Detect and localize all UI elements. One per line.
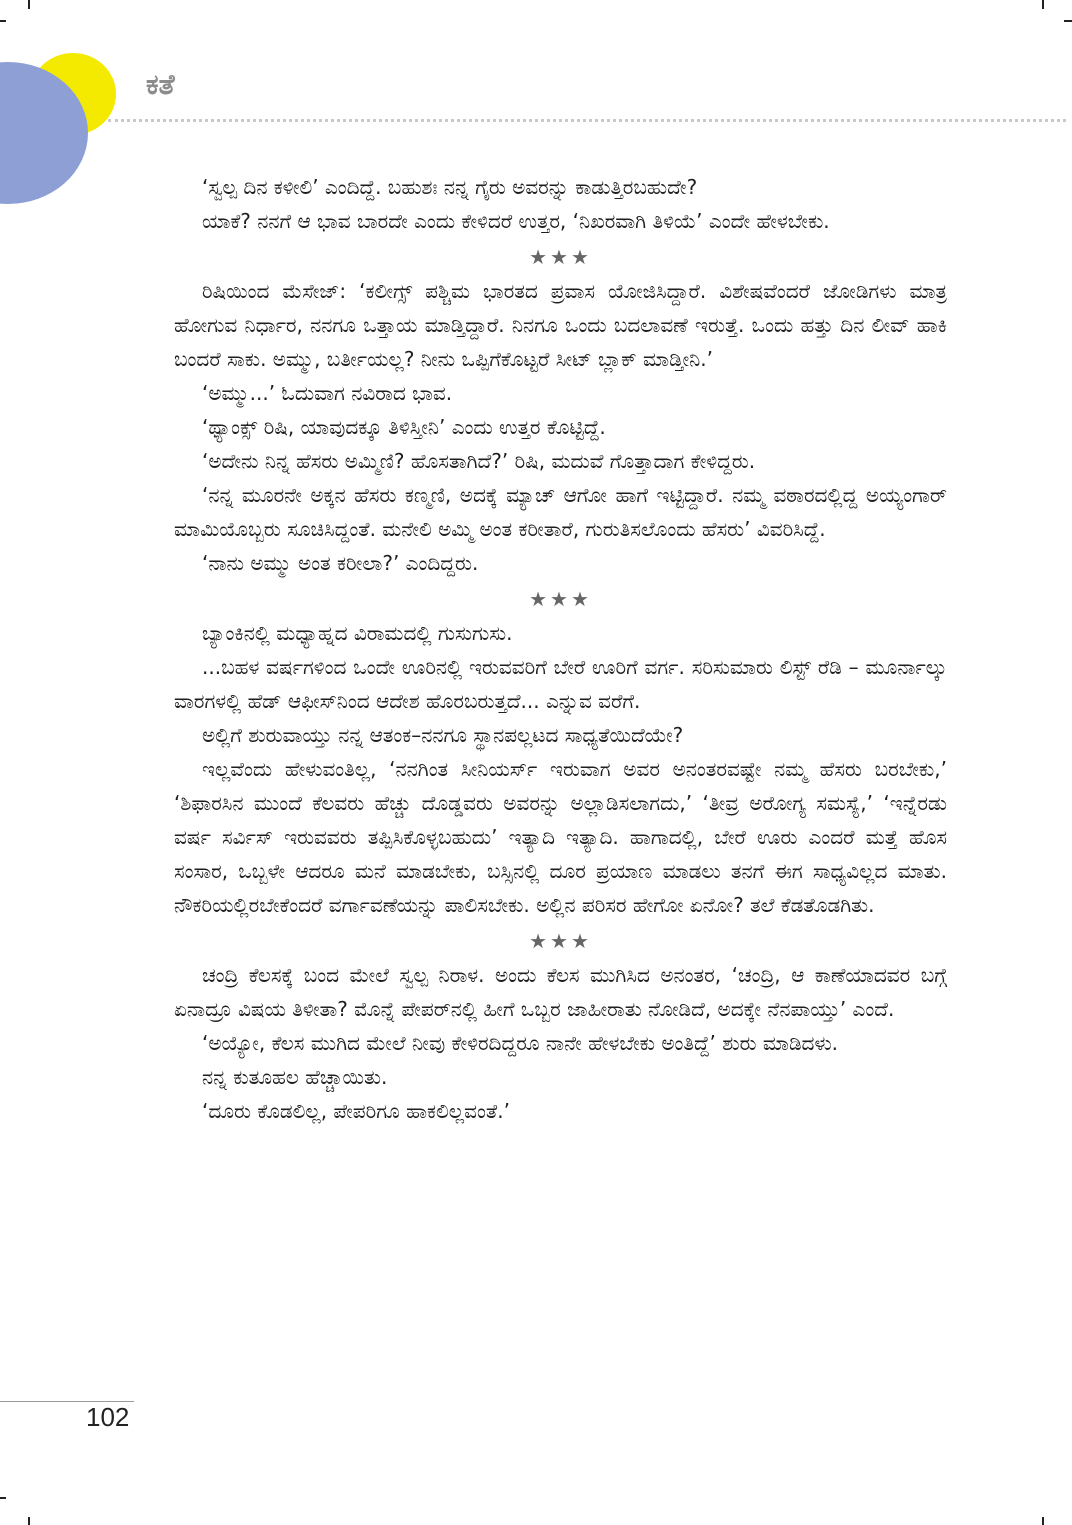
paragraph: ಚಂದ್ರಿ ಕೆಲಸಕ್ಕೆ ಬಂದ ಮೇಲೆ ಸ್ವಲ್ಪ ನಿರಾಳ. ಅಂದು ಕೆಲಸ ಮುಗಿಸಿದ ಅನಂತರ, ‘ಚಂದ್ರಿ, ಆ ಕಾಣೆಯಾದವರ ಬಗ್ಗೆ ಏನಾದ್ರೂ ವಿಷಯ ತಿಳೀತಾ? ಮೊನ್ನೆ ಪೇಪರ್‌ನಲ್ಲಿ ಹೀಗೆ ಒಬ್ಬರ ಜಾಹೀರಾತು ನೋಡಿದೆ, ಅದಕ್ಕೇ ನೆನಪಾಯ್ತು’ ಎಂದೆ. — [174, 963, 947, 1021]
crop-mark — [1064, 20, 1072, 22]
story-body — [174, 170, 947, 1128]
paragraph: ರಿಷಿಯಿಂದ ಮೆಸೇಜ್: ‘ಕಲೀಗ್ಸ್ ಪಶ್ಚಿಮ ಭಾರತದ ಪ್ರವಾಸ ಯೋಜಿಸಿದ್ದಾರೆ. ವಿಶೇಷವೆಂದರೆ ಜೋಡಿಗಳು ಮಾತ್ರ ಹೋಗುವ ನಿರ್ಧಾರ, ನನಗೂ ಒತ್ತಾಯ ಮಾಡ್ತಿದ್ದಾರೆ. ನಿನಗೂ ಒಂದು ಬದಲಾವಣೆ ಇರುತ್ತೆ. ಒಂದು ಹತ್ತು ದಿನ ಲೀವ್ ಹಾಕಿ ಬಂದರೆ ಸಾಕು. ಅಮ್ಮು, ಬರ್ತೀಯಲ್ಲ? ನೀನು ಒಪ್ಪಿಗೆಕೊಟ್ಟರೆ ಸೀಟ್ ಬ್ಲಾಕ್ ಮಾಡ್ತೀನಿ.’ — [174, 279, 947, 371]
paragraph: ‘ಅದೇನು ನಿನ್ನ ಹೆಸರು ಅಮ್ಮಿಣಿ? ಹೊಸತಾಗಿದೆ?’ ರಿಷಿ, ಮದುವೆ ಗೊತ್ತಾದಾಗ ಕೇಳಿದ್ದರು. — [202, 449, 756, 473]
paragraph: ‘ಅಮ್ಮು...’ ಓದುವಾಗ ನವಿರಾದ ಭಾವ. — [202, 381, 453, 405]
paragraph: ‘ಅಯ್ಯೋ, ಕೆಲಸ ಮುಗಿದ ಮೇಲೆ ನೀವು ಕೇಳಿರದಿದ್ದರೂ ನಾನೇ ಹೇಳಬೇಕು ಅಂತಿದ್ದೆ’ ಶುರು ಮಾಡಿದಳು. — [202, 1031, 839, 1055]
section-break-stars: ★★★ — [529, 245, 592, 269]
paragraph: ‘ದೂರು ಕೊಡಲಿಲ್ಲ, ಪೇಪರಿಗೂ ಹಾಕಲಿಲ್ಲವಂತೆ.’ — [202, 1099, 510, 1123]
crop-mark — [28, 0, 30, 9]
crop-mark — [0, 1497, 6, 1499]
crop-mark — [0, 20, 6, 22]
crop-mark — [1042, 1517, 1044, 1525]
paragraph: ‘ನನ್ನ ಮೂರನೇ ಅಕ್ಕನ ಹೆಸರು ಕಣ್ಮಣಿ, ಅದಕ್ಕೆ ಮ್ಯಾಚ್ ಆಗೋ ಹಾಗೆ ಇಟ್ಟಿದ್ದಾರೆ. ನಮ್ಮ ವಠಾರದಲ್ಲಿದ್ದ ಅಯ್ಯಂಗಾರ್ ಮಾಮಿಯೊಬ್ಬರು ಸೂಚಿಸಿದ್ದಂತೆ. ಮನೇಲಿ ಅಮ್ಮಿ ಅಂತ ಕರೀತಾರೆ, ಗುರುತಿಸಲೊಂದು ಹೆಸರು’ ವಿವರಿಸಿದ್ದೆ. — [174, 483, 947, 541]
section-break-stars: ★★★ — [529, 929, 592, 953]
paragraph: ‘ನಾನು ಅಮ್ಮು ಅಂತ ಕರೀಲಾ?’ ಎಂದಿದ್ದರು. — [202, 551, 479, 575]
paragraph: ‘ಥ್ಯಾಂಕ್ಸ್ ರಿಷಿ, ಯಾವುದಕ್ಕೂ ತಿಳಿಸ್ತೀನಿ’ ಎಂದು ಉತ್ತರ ಕೊಟ್ಟಿದ್ದೆ. — [202, 415, 606, 439]
section-break-stars: ★★★ — [529, 587, 592, 611]
crop-mark — [1042, 0, 1044, 9]
paragraph: ...ಬಹಳ ವರ್ಷಗಳಿಂದ ಒಂದೇ ಊರಿನಲ್ಲಿ ಇರುವವರಿಗೆ ಬೇರೆ ಊರಿಗೆ ವರ್ಗ. ಸರಿಸುಮಾರು ಲಿಸ್ಟ್ ರೆಡಿ – ಮೂರ್ನಾಲ್ಕು ವಾರಗಳಲ್ಲಿ ಹೆಡ್ ಆಫೀಸ್‌ನಿಂದ ಆದೇಶ ಹೊರಬರುತ್ತದೆ... ಎನ್ನುವ ವರೆಗೆ. — [174, 655, 947, 713]
dotted-divider — [108, 119, 1066, 122]
paragraph: ಬ್ಯಾಂಕಿನಲ್ಲಿ ಮಧ್ಯಾಹ್ನದ ವಿರಾಮದಲ್ಲಿ ಗುಸುಗುಸು. — [202, 621, 513, 645]
paragraph: ಅಲ್ಲಿಗೆ ಶುರುವಾಯ್ತು ನನ್ನ ಆತಂಕ–ನನಗೂ ಸ್ಥಾನಪಲ್ಲಟದ ಸಾಧ್ಯತೆಯಿದೆಯೇ? — [202, 723, 684, 747]
paragraph: ಇಲ್ಲವೆಂದು ಹೇಳುವಂತಿಲ್ಲ, ‘ನನಗಿಂತ ಸೀನಿಯರ್ಸ್ ಇರುವಾಗ ಅವರ ಅನಂತರವಷ್ಟೇ ನಮ್ಮ ಹೆಸರು ಬರಬೇಕು,’ ‘ಶಿಫಾರಸಿನ ಮುಂದೆ ಕೆಲವರು ಹೆಚ್ಚು ದೊಡ್ಡವರು ಅವರನ್ನು ಅಲ್ಲಾಡಿಸಲಾಗದು,’ ‘ತೀವ್ರ ಅರೋಗ್ಯ ಸಮಸ್ಯೆ,’ ‘ಇನ್ನೆರಡು ವರ್ಷ ಸರ್ವಿಸ್ ಇರುವವರು ತಪ್ಪಿಸಿಕೊಳ್ಳಬಹುದು’ ಇತ್ಯಾದಿ ಇತ್ಯಾದಿ. ಹಾಗಾದಲ್ಲಿ, ಬೇರೆ ಊರು ಎಂದರೆ ಮತ್ತೆ ಹೊಸ ಸಂಸಾರ, ಒಬ್ಬಳೇ ಆದರೂ ಮನೆ ಮಾಡಬೇಕು, ಬಸ್ಸಿನಲ್ಲಿ ದೂರ ಪ್ರಯಾಣ ಮಾಡಲು ತನಗೆ ಈಗ ಸಾಧ್ಯವಿಲ್ಲದ ಮಾತು. ನೌಕರಿಯಲ್ಲಿರಬೇಕೆಂದರೆ ವರ್ಗಾವಣೆಯನ್ನು ಪಾಲಿಸಬೇಕು. ಅಲ್ಲಿನ ಪರಿಸರ ಹೇಗೋ ಏನೋ? ತಲೆ ಕೆಡತೊಡಗಿತು. — [174, 757, 947, 917]
crop-mark — [28, 1517, 30, 1525]
paragraph: ‘ಸ್ವಲ್ಪ ದಿನ ಕಳೀಲಿ’ ಎಂದಿದ್ದೆ. ಬಹುಶಃ ನನ್ನ ಗೈರು ಅವರನ್ನು ಕಾಡುತ್ತಿರಬಹುದೇ? — [202, 175, 698, 199]
page-number: 102 — [86, 1402, 130, 1432]
paragraph: ನನ್ನ ಕುತೂಹಲ ಹೆಚ್ಚಾಯಿತು. — [202, 1065, 388, 1089]
paragraph: ಯಾಕೆ? ನನಗೆ ಆ ಭಾವ ಬಾರದೇ ಎಂದು ಕೇಳಿದರೆ ಉತ್ತರ, ‘ನಿಖರವಾಗಿ ತಿಳಿಯೆ’ ಎಂದೇ ಹೇಳಬೇಕು. — [202, 209, 830, 233]
section-title: ಕತೆ — [146, 68, 175, 101]
